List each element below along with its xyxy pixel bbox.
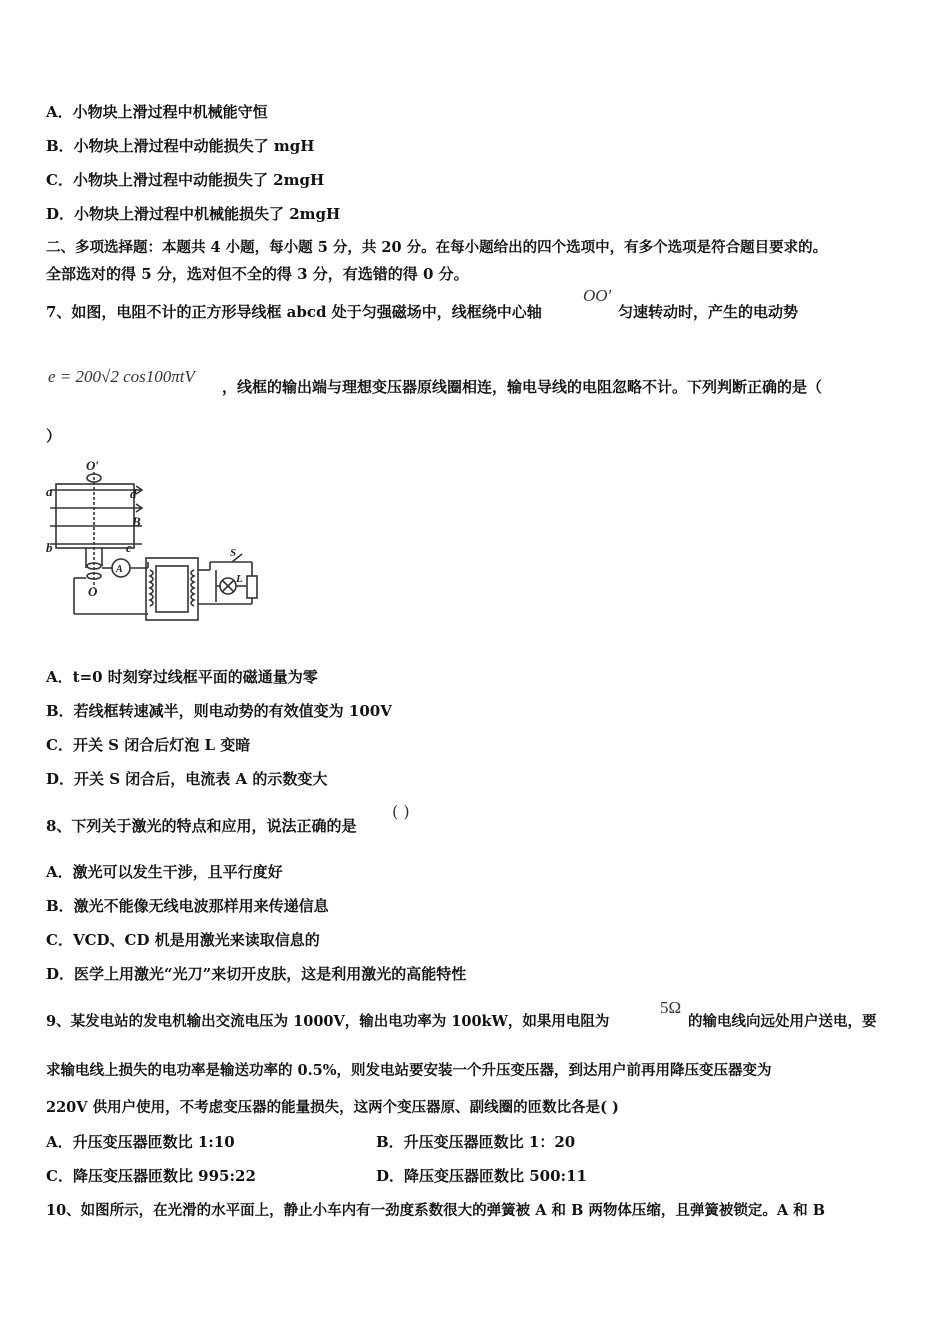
q9-option-c: C．降压变压器匝数比 995:22 <box>46 1167 256 1185</box>
q8-stem: 8、下列关于激光的特点和应用，说法正确的是 <box>46 817 357 835</box>
q6-option-c: C．小物块上滑过程中动能损失了 2mgH <box>46 171 325 189</box>
q7-option-c: C．开关 S 闭合后灯泡 L 变暗 <box>46 736 251 754</box>
q6-option-d: D．小物块上滑过程中机械能损失了 2mgH <box>46 205 341 223</box>
q7-emf-formula: e = 200√2 cos100πtV <box>48 367 195 386</box>
label-a: a <box>46 484 53 499</box>
label-b-field: B <box>132 514 141 529</box>
q9-stem-line2: 求输电线上损失的电功率是输送功率的 0.5%，则发电站要安装一个升压变压器，到达用户前再用降压变压器变为 <box>46 1062 772 1079</box>
label-c: c <box>126 540 132 555</box>
q9-stem-part1: 9、某发电站的发电机输出交流电压为 1000V，输出电功率为 100kW，如果用电阻为 <box>46 1013 610 1030</box>
label-lamp: L <box>236 573 243 585</box>
q8-option-b: B．激光不能像无线电波那样用来传递信息 <box>46 897 329 915</box>
q7-option-d: D．开关 S 闭合后，电流表 A 的示数变大 <box>46 770 328 788</box>
q7-stem-close: ） <box>46 427 62 445</box>
q7-option-b: B．若线框转速减半，则电动势的有效值变为 100V <box>46 702 392 720</box>
q8-option-c: C．VCD、CD 机是用激光来读取信息的 <box>46 931 320 949</box>
q9-stem-line3: 220V 供用户使用，不考虑变压器的能量损失，这两个变压器原、副线圈的匝数比各是( ) <box>46 1099 619 1116</box>
q7-axis-symbol: OO′ <box>583 286 612 305</box>
q8-answer-paren: ( ) <box>392 802 410 821</box>
section-2-instructions-line1: 二、多项选择题：本题共 4 小题，每小题 5 分，共 20 分。在每小题给出的四个选项中，有多个选项是符合题目要求的。 <box>46 239 828 256</box>
q10-stem: 10、如图所示，在光滑的水平面上，静止小车内有一劲度系数很大的弹簧被 A 和 B 两物体压缩，且弹簧被锁定。A 和 B <box>46 1202 825 1219</box>
coil-frame <box>56 484 134 548</box>
label-switch: S <box>230 547 237 559</box>
label-o-bottom: O <box>88 584 98 599</box>
label-b: b <box>46 540 53 555</box>
q9-resistance: 5Ω <box>660 998 682 1017</box>
transformer-core <box>146 558 198 620</box>
q7-option-a: A．t=0 时刻穿过线框平面的磁通量为零 <box>46 668 318 686</box>
section-2-instructions-line2: 全部选对的得 5 分，选对但不全的得 3 分，有选错的得 0 分。 <box>46 265 469 283</box>
q6-option-b: B．小物块上滑过程中动能损失了 mgH <box>46 137 315 155</box>
q7-stem-part1: 7、如图，电阻不计的正方形导线框 abcd 处于匀强磁场中，线框绕中心轴 <box>46 303 542 321</box>
q8-option-a: A．激光可以发生干涉，且平行度好 <box>46 863 283 881</box>
q7-stem-part3: ，线框的输出端与理想变压器原线圈相连，输电导线的电阻忽略不计。下列判断正确的是（ <box>222 378 823 396</box>
label-d: d <box>130 486 137 501</box>
label-ammeter: A <box>116 564 123 575</box>
label-o-top: O′ <box>86 458 100 473</box>
resistor-symbol <box>247 576 257 598</box>
q9-stem-part2: 的输电线向远处用户送电，要 <box>688 1013 877 1030</box>
q9-option-a: A．升压变压器匝数比 1:10 <box>46 1133 235 1151</box>
q8-option-d: D．医学上用激光“光刀”来切开皮肤，这是利用激光的高能特性 <box>46 965 467 983</box>
q7-circuit-diagram <box>46 458 268 624</box>
q7-stem-part2: 匀速转动时，产生的电动势 <box>618 303 799 321</box>
q6-option-a: A．小物块上滑过程中机械能守恒 <box>46 103 268 121</box>
q9-option-d: D．降压变压器匝数比 500:11 <box>376 1167 587 1185</box>
q9-option-b: B．升压变压器匝数比 1：20 <box>376 1133 576 1151</box>
